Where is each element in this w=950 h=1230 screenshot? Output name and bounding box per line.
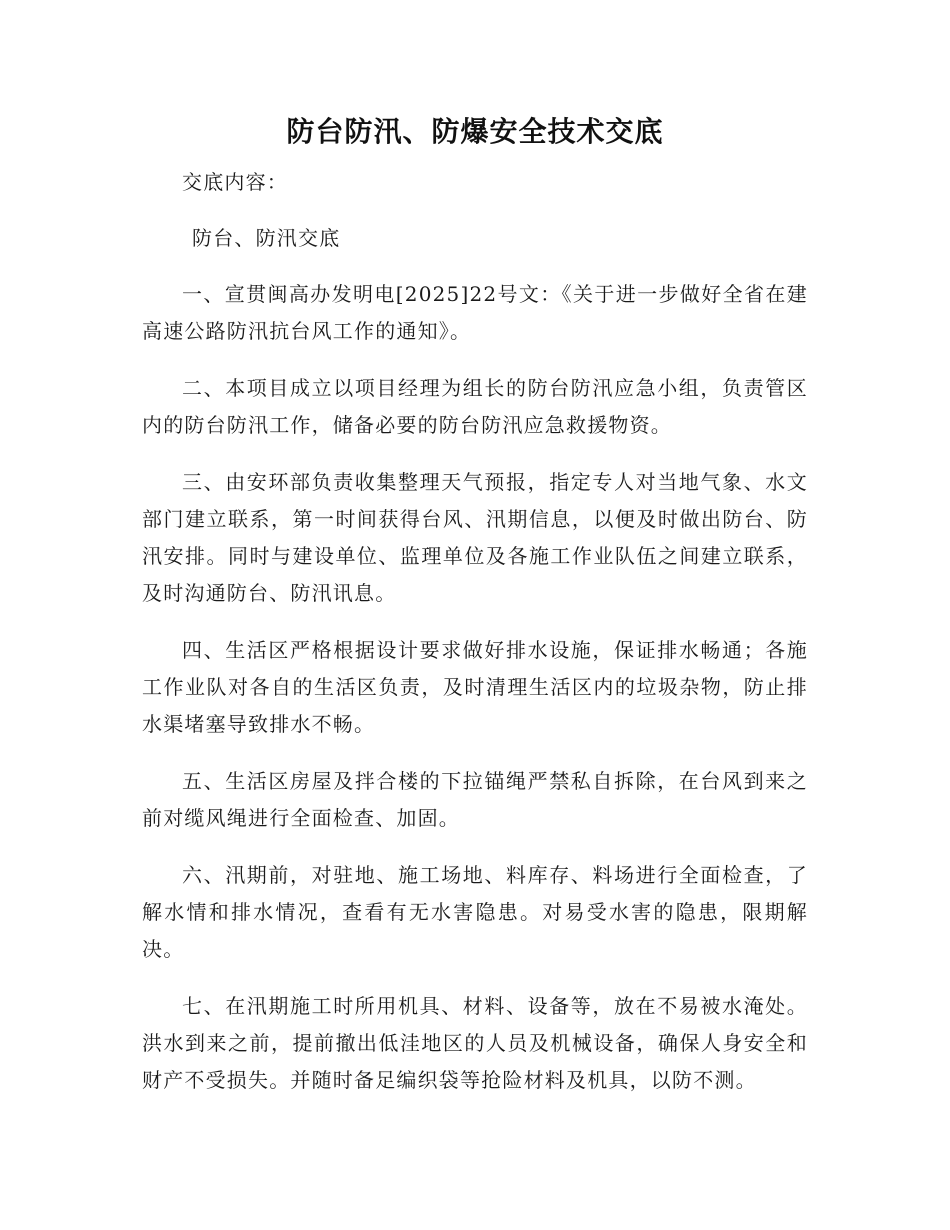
paragraph-6: 六、汛期前，对驻地、施工场地、料库存、料场进行全面检查，了解水情和排水情况，查看有无水害隐患。对易受水害的隐患，限期解决。 <box>142 863 808 961</box>
document-title: 防台防汛、防爆安全技术交底 <box>286 115 664 148</box>
paragraph-1: 一、宣贯闽高办发明电[2025]22号文：《关于进一步做好全省在建高速公路防汛抗台风工作的通知》。 <box>142 282 808 343</box>
paragraph-3: 三、由安环部负责收集整理天气预报，指定专人对当地气象、水文部门建立联系，第一时间获得台风、汛期信息，以便及时做出防台、防汛安排。同时与建设单位、监理单位及各施工作业队伍之间建立联系，及时沟通防台、防汛讯息。 <box>142 470 808 605</box>
intro-label: 交底内容： <box>182 170 288 194</box>
document-body <box>142 164 808 1119</box>
paragraph-5: 五、生活区房屋及拌合楼的下拉锚绳严禁私自拆除，在台风到来之前对缆风绳进行全面检查、加固。 <box>142 769 808 830</box>
section-label: 防台、防汛交底 <box>192 226 341 250</box>
paragraph-4: 四、生活区严格根据设计要求做好排水设施，保证排水畅通；各施工作业队对各自的生活区负责，及时清理生活区内的垃圾杂物，防止排水渠堵塞导致排水不畅。 <box>142 638 808 736</box>
paragraph-7: 七、在汛期施工时所用机具、材料、设备等，放在不易被水淹处。洪水到来之前，提前撤出低洼地区的人员及机械设备，确保人身安全和财产不受损失。并随时备足编织袋等抢险材料及机具，以防不测。 <box>142 994 808 1092</box>
paragraph-2: 二、本项目成立以项目经理为组长的防台防汛应急小组，负责管区内的防台防汛工作，储备必要的防台防汛应急救援物资。 <box>142 376 808 437</box>
